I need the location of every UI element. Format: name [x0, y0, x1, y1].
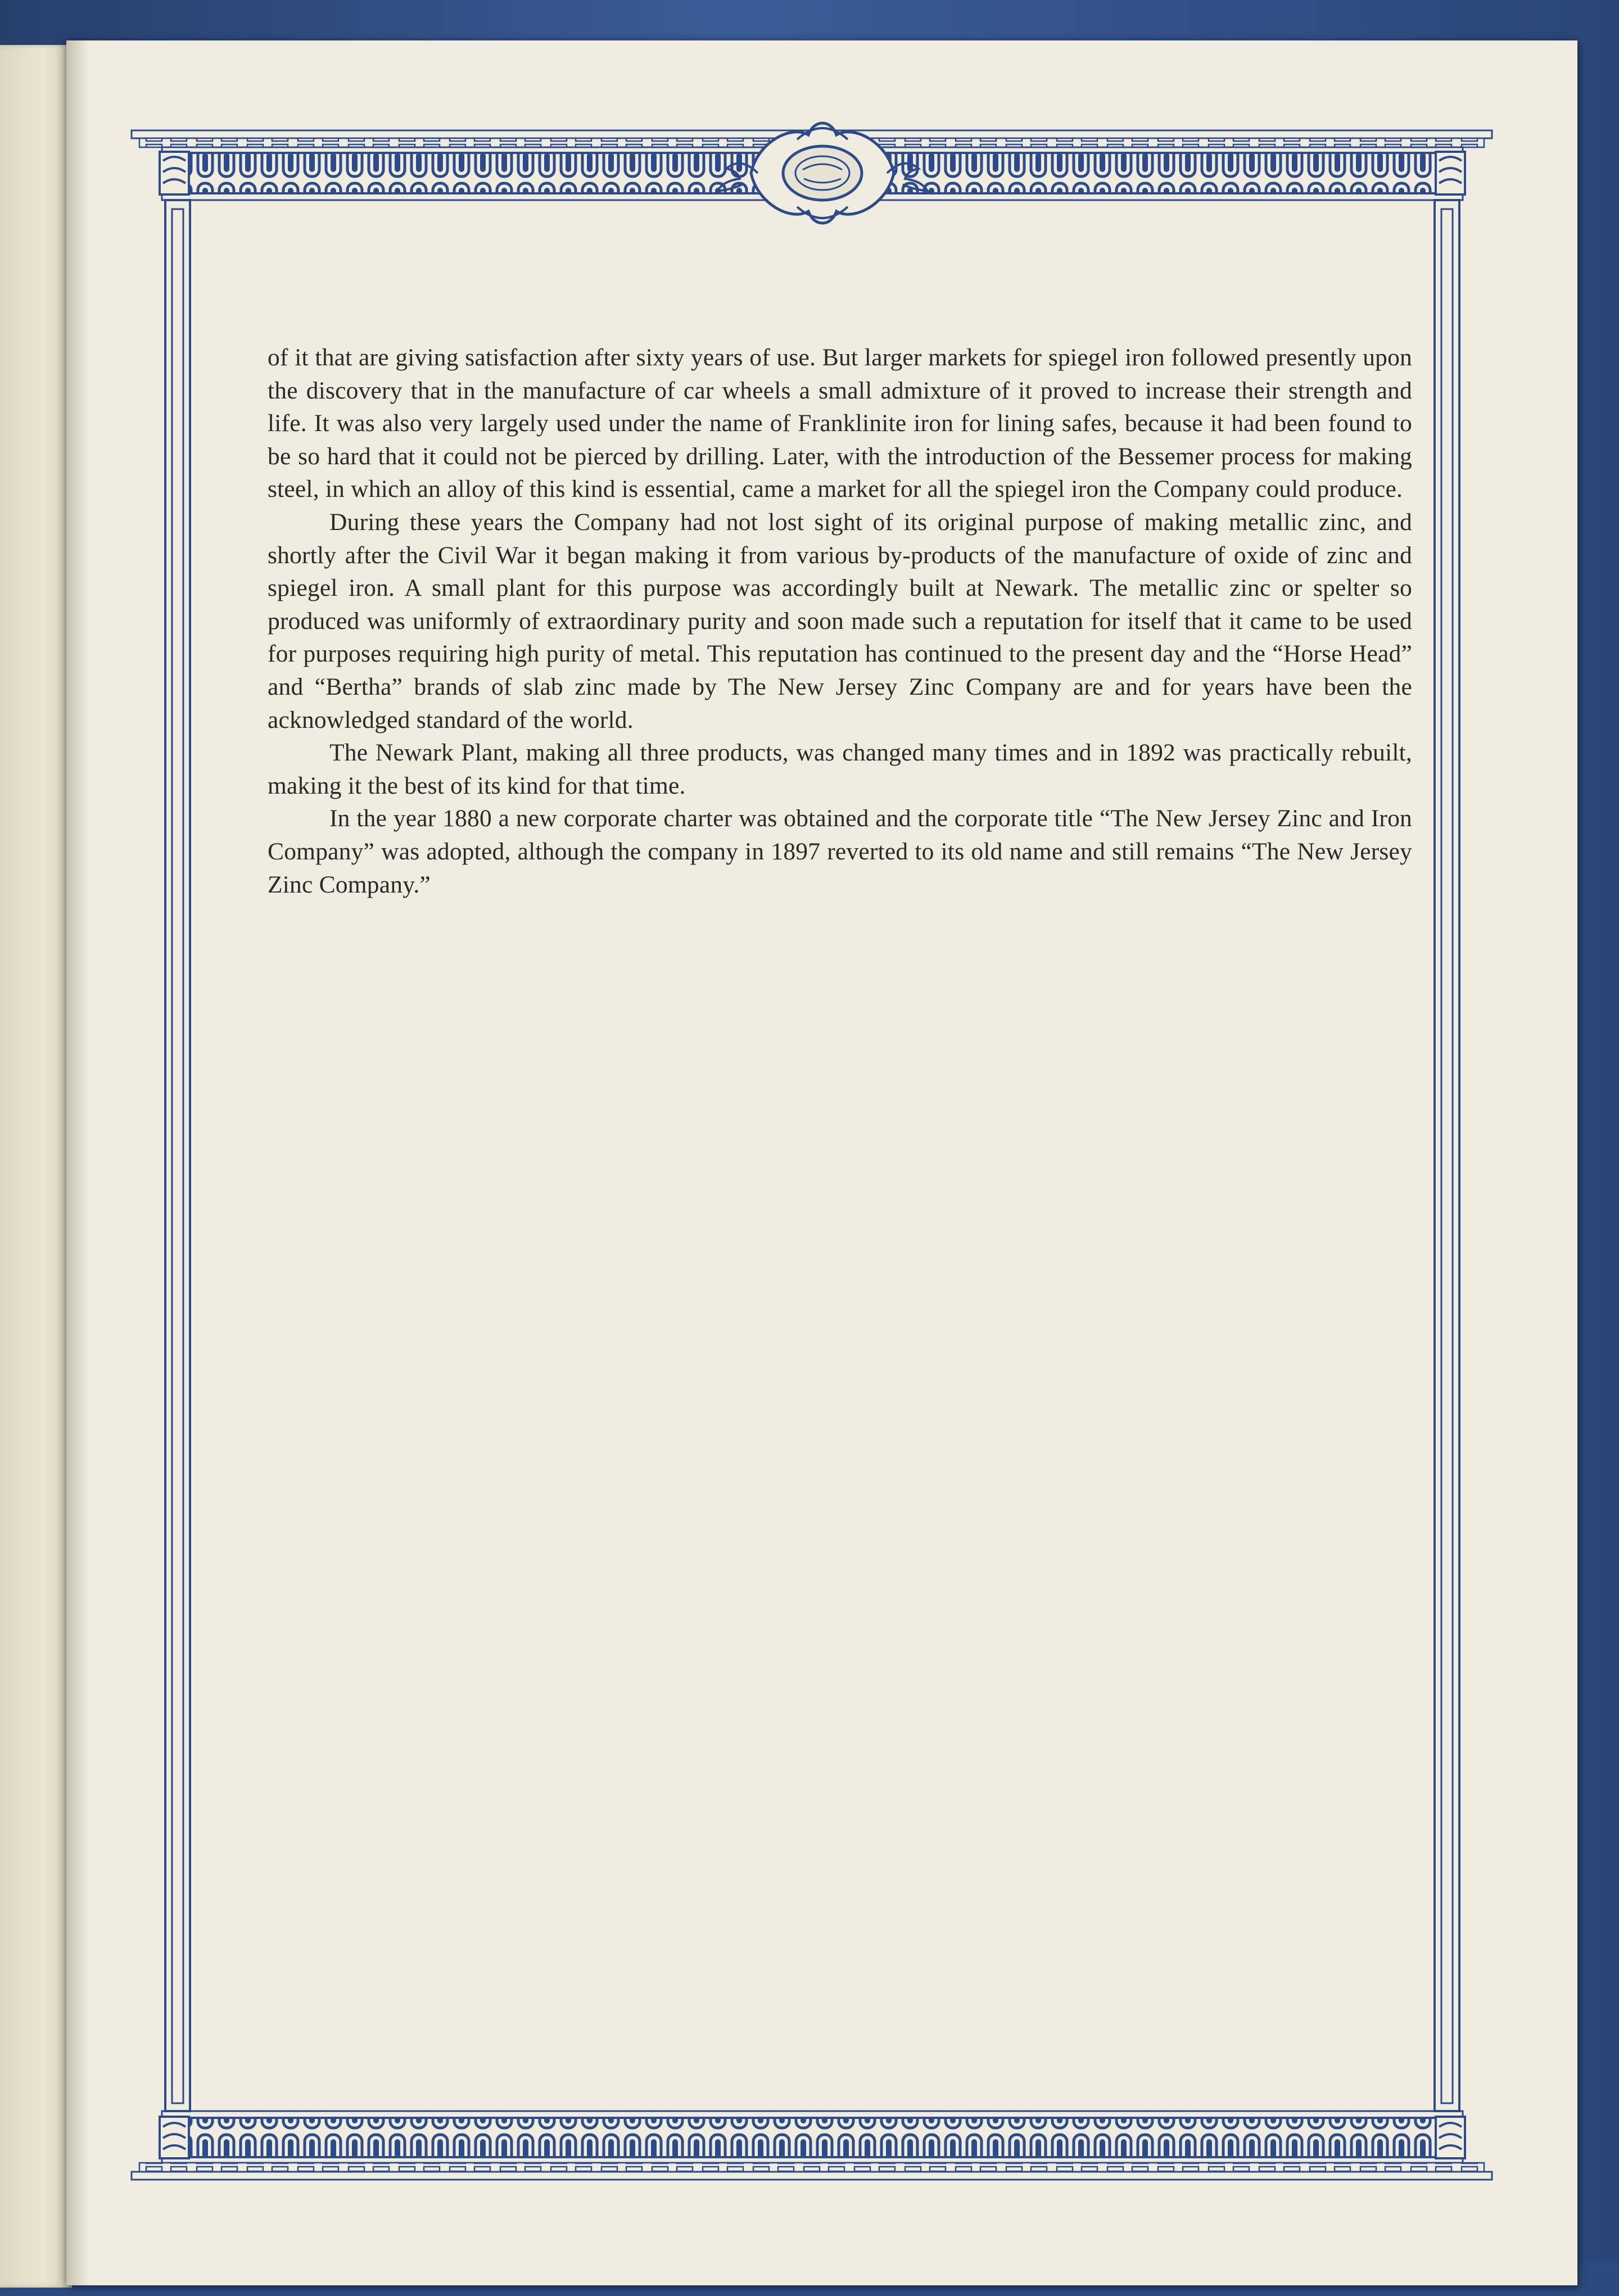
top-left-capital-icon	[160, 152, 189, 194]
paragraph-3: The Newark Plant, making all three products, was changed many times and in 1892 was practically rebuilt, making it the best of its kind for that time.	[268, 739, 1412, 799]
facing-page-edge	[0, 45, 72, 2288]
top-right-capital-icon	[1436, 152, 1465, 194]
bottom-right-capital-icon	[1436, 2117, 1465, 2158]
top-border	[132, 123, 1492, 223]
paragraph-2: During these years the Company had not lost sight of its original purpose of making metallic zinc, and shortly after the Civil War it began making it from various by-products of the manufacture of oxide of zinc and spiegel iron. A small plant for this purpose was accordingly built at Newark. The metallic zinc or spelter so produced was uniformly of extraordinary purity and soon made such a reputation for itself that it came to be used for purposes requiring high purity of metal. This reputation has continued to the present day and the “Horse Head” and “Bertha” brands of slab zinc made by The New Jersey Zinc Company are and for years have been the acknowledged standard of the world.	[268, 508, 1412, 733]
paragraph-1: of it that are giving satisfaction after sixty years of use. But larger markets for spiegel iron followed presently upon the discovery that in the manufacture of car wheels a small admixture of it proved to increase their strength and life. It was also very largely used under the name of Franklinite iron for lining safes, because it had been found to be so hard that it could not be pierced by drilling. Later, with the introduction of the Bessemer process for making steel, in which an alloy of this kind is essential, came a market for all the spiegel iron the Company could produce.	[268, 344, 1412, 503]
bottom-left-capital-icon	[160, 2117, 189, 2158]
right-pilaster	[1435, 200, 1459, 2111]
paragraph-4: In the year 1880 a new corporate charter was obtained and the corporate title “The New Jersey Zinc and Iron Company” was adopted, although the company in 1897 reverted to its old name and still remains “The New Jersey Zinc Company.”	[268, 805, 1412, 898]
book-page	[66, 40, 1577, 2285]
left-pilaster	[165, 200, 190, 2111]
bottom-border	[132, 2111, 1492, 2180]
page-body-text	[268, 341, 1412, 901]
